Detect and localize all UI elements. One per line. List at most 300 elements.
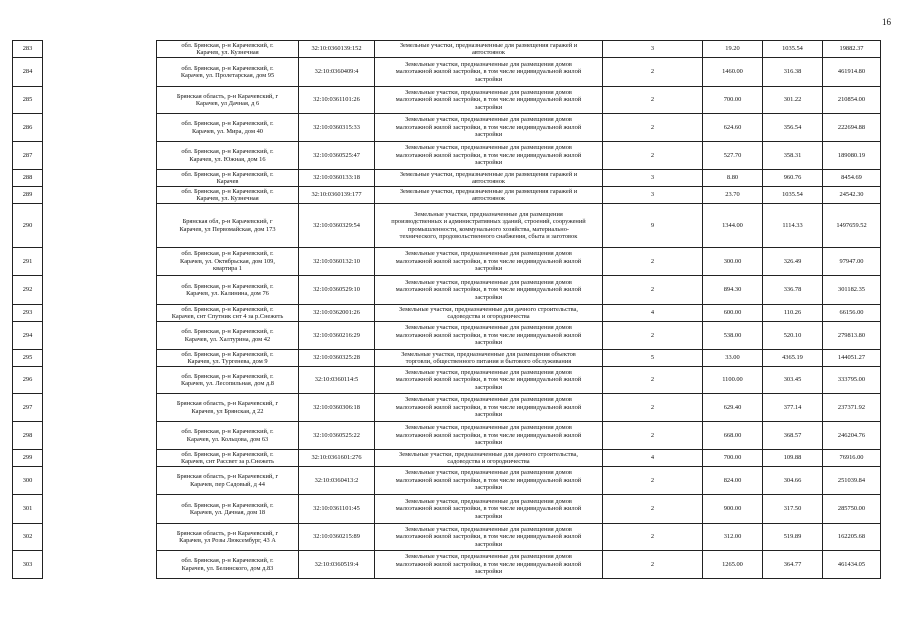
cadastral-value-cell: 246204.76 [823, 422, 881, 450]
table-row [13, 322, 881, 350]
land-use-line: застройки [474, 75, 503, 83]
spacer-cell [43, 467, 157, 495]
land-use-line: промышленности, коммунального хозяйства, материально- [407, 225, 570, 233]
area-cell: 1100.00 [703, 367, 763, 394]
page-number: 16 [882, 17, 891, 27]
address-cell [157, 551, 299, 579]
row-number-cell: 283 [13, 41, 43, 58]
land-use-line: садоводства и огородничества [447, 458, 530, 465]
specific-value-cell: 301.22 [763, 87, 823, 114]
cadastral-number-cell: 32:10:0360216:29 [299, 322, 375, 350]
table-row [13, 422, 881, 450]
row-number-cell: 289 [13, 187, 43, 204]
land-use-line: Земельные участки, предназначенные для размещения домов [405, 60, 572, 68]
specific-value-cell: 1035.54 [763, 187, 823, 204]
use-group-cell: 3 [603, 170, 703, 187]
land-use-line: застройки [474, 339, 503, 347]
spacer-cell [43, 114, 157, 142]
land-use-line: Земельные участки, предназначенные для размещения объектов [401, 350, 576, 358]
address-line: Брянская область, р-н Карачевский, г [176, 473, 279, 481]
land-use-line: застройки [474, 159, 503, 167]
address-line: Карачев, ул. Калинина, дом 76 [186, 290, 269, 297]
specific-value-cell: 358.31 [763, 142, 823, 170]
area-cell: 668.00 [703, 422, 763, 450]
land-use-cell [375, 422, 603, 450]
area-cell: 8.80 [703, 170, 763, 187]
row-number-cell: 290 [13, 204, 43, 248]
address-line: обл. Брянская, р-н Карачевский, г. [181, 557, 274, 565]
address-line: обл. Брянская, р-н Карачевский, г. [181, 148, 274, 156]
address-line: Карачев, ул. Кузнечная [196, 195, 259, 202]
table-row [13, 524, 881, 551]
address-line: обл. Брянская, р-н Карачевский, г. [181, 428, 274, 436]
land-use-cell [375, 450, 603, 467]
cadastral-number-cell: 32:10:0360329:54 [299, 204, 375, 248]
cadastral-number-cell: 32:10:0360519:4 [299, 551, 375, 579]
land-use-cell [375, 467, 603, 495]
address-cell [157, 58, 299, 87]
row-number-cell: 303 [13, 551, 43, 579]
cadastral-number-cell: 32:10:0360529:10 [299, 276, 375, 305]
address-line: обл. Брянская, р-н Карачевский, г. [181, 170, 274, 178]
land-use-line: Земельные участки, предназначенные для размещения домов [405, 116, 572, 124]
area-cell: 824.00 [703, 467, 763, 495]
cadastral-number-cell: 32:10:0360325:28 [299, 350, 375, 367]
specific-value-cell: 110.26 [763, 305, 823, 322]
address-line: обл. Брянская, р-н Карачевский, г. [181, 450, 274, 458]
land-use-line: застройки [474, 512, 503, 520]
land-use-line: малоэтажной жилой застройки, в том числе индивидуальной жилой [395, 505, 582, 513]
land-use-line: производственных и административных зданий, строений, сооружений [391, 218, 586, 226]
cadastral-number-cell: 32:10:0361601:276 [299, 450, 375, 467]
address-line: обл. Брянская, р-н Карачевский, г. [181, 305, 274, 313]
land-use-line: Земельные участки, предназначенные для размещения домов [405, 368, 572, 376]
land-use-line: застройки [474, 484, 503, 492]
land-use-line: малоэтажной жилой застройки, в том числе индивидуальной жилой [395, 257, 582, 265]
land-use-line: малоэтажной жилой застройки, в том числе индивидуальной жилой [395, 96, 582, 104]
spacer-cell [43, 495, 157, 524]
address-cell [157, 187, 299, 204]
address-cell [157, 305, 299, 322]
cadastral-value-cell: 222694.88 [823, 114, 881, 142]
spacer-cell [43, 367, 157, 394]
area-cell: 1460.00 [703, 58, 763, 87]
land-use-line: садоводства и огородничества [447, 313, 530, 320]
spacer-cell [43, 170, 157, 187]
area-cell: 700.00 [703, 450, 763, 467]
table-row [13, 187, 881, 204]
area-cell: 629.40 [703, 394, 763, 422]
cadastral-value-cell: 461434.05 [823, 551, 881, 579]
address-line: Карачев, ул Брянская, д 22 [191, 407, 264, 415]
land-use-line: Земельные участки, предназначенные для размещения домов [405, 396, 572, 404]
row-number-cell: 285 [13, 87, 43, 114]
row-number-cell: 299 [13, 450, 43, 467]
row-number-cell: 293 [13, 305, 43, 322]
spacer-cell [43, 204, 157, 248]
area-cell: 1265.00 [703, 551, 763, 579]
specific-value-cell: 303.45 [763, 367, 823, 394]
land-use-line: технического, продовольственного снабжения, сбыта и заготовок [399, 232, 578, 240]
address-cell [157, 87, 299, 114]
address-line: обл. Брянская, р-н Карачевский, г. [181, 501, 274, 509]
land-use-line: малоэтажной жилой застройки, в том числе индивидуальной жилой [395, 403, 582, 411]
land-use-line: малоэтажной жилой застройки, в том числе индивидуальной жилой [395, 476, 582, 484]
use-group-cell: 3 [603, 187, 703, 204]
row-number-cell: 301 [13, 495, 43, 524]
land-use-cell [375, 248, 603, 276]
table-row [13, 142, 881, 170]
address-line: обл. Брянская, р-н Карачевский, г. [181, 120, 274, 128]
address-line: Брянская область, р-н Карачевский, г [176, 529, 279, 537]
cadastral-value-cell: 285750.00 [823, 495, 881, 524]
cadastral-number-cell: 32:10:0360306:18 [299, 394, 375, 422]
land-use-line: Земельные участки, предназначенные для размещения гаражей и [399, 170, 578, 178]
land-use-line: Земельные участки, предназначенные для размещения домов [405, 553, 572, 561]
row-number-cell: 284 [13, 58, 43, 87]
row-number-cell: 294 [13, 322, 43, 350]
address-cell [157, 41, 299, 58]
land-use-cell [375, 204, 603, 248]
land-use-line: Земельные участки, предназначенные для размещения [414, 210, 563, 218]
land-use-line: Земельные участки, предназначенные для размещения домов [405, 278, 572, 286]
area-cell: 700.00 [703, 87, 763, 114]
land-use-line: Земельные участки, предназначенные для размещения домов [405, 424, 572, 432]
specific-value-cell: 4365.19 [763, 350, 823, 367]
land-use-line: автостоянок [471, 178, 506, 185]
address-line: Карачев, ул. Кольцова, дом 63 [186, 435, 269, 443]
use-group-cell: 9 [603, 204, 703, 248]
specific-value-cell: 1114.33 [763, 204, 823, 248]
specific-value-cell: 377.14 [763, 394, 823, 422]
spacer-cell [43, 422, 157, 450]
land-use-line: торговли, общественного питания и бытового обслуживания [405, 358, 572, 365]
cadastral-value-cell: 76916.00 [823, 450, 881, 467]
cadastral-value-cell: 210854.00 [823, 87, 881, 114]
spacer-cell [43, 322, 157, 350]
specific-value-cell: 519.89 [763, 524, 823, 551]
row-number-cell: 300 [13, 467, 43, 495]
spacer-cell [43, 41, 157, 58]
area-cell: 894.30 [703, 276, 763, 305]
cadastral-value-cell: 162205.68 [823, 524, 881, 551]
use-group-cell: 2 [603, 367, 703, 394]
specific-value-cell: 960.76 [763, 170, 823, 187]
land-use-line: застройки [474, 568, 503, 576]
table-row [13, 350, 881, 367]
cadastral-value-cell: 1497659.52 [823, 204, 881, 248]
land-use-line: застройки [474, 540, 503, 548]
address-line: Карачев, ул. Южная, дом 16 [189, 155, 266, 163]
cadastral-value-cell: 251039.84 [823, 467, 881, 495]
address-line: обл. Брянская, р-н Карачевский, г. [181, 372, 274, 380]
cadastral-value-cell: 279813.80 [823, 322, 881, 350]
row-number-cell: 295 [13, 350, 43, 367]
use-group-cell: 2 [603, 422, 703, 450]
table-row [13, 450, 881, 467]
use-group-cell: 5 [603, 350, 703, 367]
address-cell [157, 524, 299, 551]
cadastral-number-cell: 32:10:0361101:26 [299, 87, 375, 114]
land-use-line: малоэтажной жилой застройки, в том числе индивидуальной жилой [395, 376, 582, 384]
address-cell [157, 142, 299, 170]
address-cell [157, 367, 299, 394]
land-use-line: застройки [474, 411, 503, 419]
use-group-cell: 4 [603, 305, 703, 322]
land-use-line: малоэтажной жилой застройки, в том числе индивидуальной жилой [395, 123, 582, 131]
use-group-cell: 2 [603, 248, 703, 276]
cadastral-value-cell: 144051.27 [823, 350, 881, 367]
specific-value-cell: 304.66 [763, 467, 823, 495]
row-number-cell: 288 [13, 170, 43, 187]
specific-value-cell: 326.49 [763, 248, 823, 276]
land-use-cell [375, 367, 603, 394]
specific-value-cell: 336.78 [763, 276, 823, 305]
use-group-cell: 2 [603, 142, 703, 170]
area-cell: 538.00 [703, 322, 763, 350]
use-group-cell: 3 [603, 41, 703, 58]
address-cell [157, 204, 299, 248]
address-cell [157, 350, 299, 367]
address-line: Карачев, ул. Тургенева, дом 9 [187, 358, 268, 365]
land-use-line: застройки [474, 131, 503, 139]
table-body [13, 41, 881, 579]
cadastral-number-cell: 32:10:0362001:26 [299, 305, 375, 322]
table-row [13, 41, 881, 58]
cadastral-value-cell: 189080.19 [823, 142, 881, 170]
use-group-cell: 2 [603, 322, 703, 350]
spacer-cell [43, 350, 157, 367]
address-line: Карачев, ул. Кузнечная [196, 49, 259, 56]
land-use-line: автостоянок [471, 49, 506, 56]
cadastral-value-cell: 237371.92 [823, 394, 881, 422]
land-use-cell [375, 170, 603, 187]
land-use-line: застройки [474, 293, 503, 301]
land-use-line: малоэтажной жилой застройки, в том числе индивидуальной жилой [395, 560, 582, 568]
land-use-line: Земельные участки, предназначенные для размещения гаражей и [399, 41, 578, 49]
table-row [13, 204, 881, 248]
land-use-cell [375, 187, 603, 204]
land-use-cell [375, 41, 603, 58]
area-cell: 19.20 [703, 41, 763, 58]
land-use-line: Земельные участки, предназначенные для размещения домов [405, 497, 572, 505]
spacer-cell [43, 394, 157, 422]
address-line: Брянская область, р-н Карачевский, г [176, 400, 279, 408]
land-use-line: Земельные участки, предназначенные для размещения домов [405, 250, 572, 258]
land-use-cell [375, 551, 603, 579]
spacer-cell [43, 248, 157, 276]
cadastral-number-cell: 32:10:0360413:2 [299, 467, 375, 495]
table-row [13, 276, 881, 305]
cadastral-number-cell: 32:10:0361101:45 [299, 495, 375, 524]
address-cell [157, 170, 299, 187]
spacer-cell [43, 142, 157, 170]
land-use-line: Земельные участки, предназначенные для размещения домов [405, 88, 572, 96]
specific-value-cell: 368.57 [763, 422, 823, 450]
area-cell: 312.00 [703, 524, 763, 551]
cadastral-number-cell: 32:10:0360139:177 [299, 187, 375, 204]
land-use-line: застройки [474, 383, 503, 391]
row-number-cell: 286 [13, 114, 43, 142]
address-cell [157, 276, 299, 305]
cadastral-number-cell: 32:10:0360525:22 [299, 422, 375, 450]
table-row [13, 367, 881, 394]
table-row [13, 551, 881, 579]
address-line: Карачев, пер Садовый, д 44 [190, 480, 265, 488]
area-cell: 1344.00 [703, 204, 763, 248]
land-use-line: застройки [474, 103, 503, 111]
specific-value-cell: 109.88 [763, 450, 823, 467]
table-row [13, 114, 881, 142]
area-cell: 33.00 [703, 350, 763, 367]
land-use-cell [375, 305, 603, 322]
area-cell: 624.60 [703, 114, 763, 142]
cadastral-number-cell: 32:10:0360133:18 [299, 170, 375, 187]
land-use-line: малоэтажной жилой застройки, в том числе индивидуальной жилой [395, 286, 582, 294]
cadastral-number-cell: 32:10:0360215:89 [299, 524, 375, 551]
cadastral-number-cell: 32:10:0360139:152 [299, 41, 375, 58]
spacer-cell [43, 58, 157, 87]
use-group-cell: 2 [603, 524, 703, 551]
land-use-line: малоэтажной жилой застройки, в том числе индивидуальной жилой [395, 151, 582, 159]
cadastral-number-cell: 32:10:0360132:10 [299, 248, 375, 276]
address-line: обл. Брянская, р-н Карачевский, г. [181, 187, 274, 195]
land-use-cell [375, 394, 603, 422]
table-row [13, 305, 881, 322]
land-use-line: Земельные участки, предназначенные для размещения гаражей и [399, 187, 578, 195]
address-line: Брянская область, р-н Карачевский, г [176, 92, 279, 100]
address-line: Карачев, ул. Халтурина, дом 42 [184, 335, 271, 343]
land-use-line: Земельные участки, предназначенные для размещения домов [405, 144, 572, 152]
area-cell: 600.00 [703, 305, 763, 322]
address-line: Карачев, ул. Октябрьская, дом 109, [180, 257, 275, 265]
row-number-cell: 287 [13, 142, 43, 170]
use-group-cell: 2 [603, 58, 703, 87]
spacer-cell [43, 450, 157, 467]
use-group-cell: 2 [603, 467, 703, 495]
land-use-line: Земельные участки, предназначенные для размещения домов [405, 469, 572, 477]
address-cell [157, 114, 299, 142]
spacer-cell [43, 305, 157, 322]
area-cell: 300.00 [703, 248, 763, 276]
row-number-cell: 297 [13, 394, 43, 422]
area-cell: 527.70 [703, 142, 763, 170]
use-group-cell: 2 [603, 87, 703, 114]
table-row [13, 248, 881, 276]
cadastral-value-cell: 8454.69 [823, 170, 881, 187]
table-row [13, 58, 881, 87]
use-group-cell: 2 [603, 114, 703, 142]
land-use-cell [375, 142, 603, 170]
address-line: Карачев, ул. Дачная, дом 18 [189, 509, 266, 516]
area-cell: 23.70 [703, 187, 763, 204]
cadastral-value-cell: 97947.00 [823, 248, 881, 276]
specific-value-cell: 317.50 [763, 495, 823, 524]
cadastral-value-cell: 19882.37 [823, 41, 881, 58]
address-cell [157, 248, 299, 276]
cadastral-value-cell: 461914.80 [823, 58, 881, 87]
address-cell [157, 450, 299, 467]
cadastral-value-cell: 24542.30 [823, 187, 881, 204]
cadastral-value-cell: 66156.00 [823, 305, 881, 322]
land-use-line: малоэтажной жилой застройки, в том числе индивидуальной жилой [395, 68, 582, 76]
land-use-cell [375, 322, 603, 350]
area-cell: 900.00 [703, 495, 763, 524]
spacer-cell [43, 187, 157, 204]
cadastral-number-cell: 32:10:0360525:47 [299, 142, 375, 170]
land-use-cell [375, 350, 603, 367]
use-group-cell: 2 [603, 495, 703, 524]
specific-value-cell: 364.77 [763, 551, 823, 579]
address-line: Карачев, снт Спутник снт 4 за р.Снежеть [171, 313, 284, 320]
spacer-cell [43, 551, 157, 579]
address-line: Карачев, ул. Мира, дом 40 [191, 127, 264, 135]
row-number-cell: 302 [13, 524, 43, 551]
cadastral-value-cell: 333795.00 [823, 367, 881, 394]
address-line: квартира 1 [212, 265, 243, 273]
land-use-cell [375, 276, 603, 305]
land-use-cell [375, 58, 603, 87]
address-cell [157, 467, 299, 495]
land-use-line: малоэтажной жилой застройки, в том числе индивидуальной жилой [395, 431, 582, 439]
land-use-line: малоэтажной жилой застройки, в том числе индивидуальной жилой [395, 533, 582, 541]
cadastral-value-cell: 301182.35 [823, 276, 881, 305]
row-number-cell: 298 [13, 422, 43, 450]
land-use-line: застройки [474, 439, 503, 447]
address-line: обл. Брянская, р-н Карачевский, г. [181, 41, 274, 49]
land-use-cell [375, 87, 603, 114]
land-plots-table [12, 40, 881, 579]
cadastral-number-cell: 32:10:0360409:4 [299, 58, 375, 87]
address-line: обл. Брянская, р-н Карачевский, г. [181, 250, 274, 258]
address-line: Карачев, ул Дачная, д 6 [195, 100, 260, 107]
specific-value-cell: 520.10 [763, 322, 823, 350]
land-use-cell [375, 524, 603, 551]
address-cell [157, 322, 299, 350]
table-row [13, 495, 881, 524]
spacer-cell [43, 276, 157, 305]
land-use-line: Земельные участки, предназначенные для размещения домов [405, 324, 572, 332]
address-cell [157, 394, 299, 422]
row-number-cell: 292 [13, 276, 43, 305]
specific-value-cell: 316.38 [763, 58, 823, 87]
row-number-cell: 291 [13, 248, 43, 276]
land-use-line: Земельные участки, предназначенные для размещения домов [405, 525, 572, 533]
land-use-line: Земельные участки, предназначенные для дачного строительства, [399, 450, 578, 458]
address-line: Карачев, снт Рассвет за р.Снежеть [180, 458, 275, 465]
address-line: обл. Брянская, р-н Карачевский, г. [181, 328, 274, 336]
use-group-cell: 2 [603, 394, 703, 422]
cadastral-number-cell: 32:10:0360315:33 [299, 114, 375, 142]
address-cell [157, 495, 299, 524]
address-line: Карачев, ул. Белинского, дом д.83 [181, 564, 274, 572]
land-use-line: автостоянок [471, 195, 506, 202]
land-use-line: Земельные участки, предназначенные для дачного строительства, [399, 305, 578, 313]
cadastral-number-cell: 32:10:0360114:5 [299, 367, 375, 394]
specific-value-cell: 1035.54 [763, 41, 823, 58]
table-row [13, 467, 881, 495]
row-number-cell: 296 [13, 367, 43, 394]
land-use-cell [375, 114, 603, 142]
address-line: обл. Брянская, р-н Карачевский, г. [181, 282, 274, 290]
address-line: Карачев, ул Розы Люксембург, 43 А [179, 537, 276, 544]
specific-value-cell: 356.54 [763, 114, 823, 142]
address-line: Карачев, ул Первомайская, дом 173 [179, 225, 276, 233]
spacer-cell [43, 87, 157, 114]
address-line: обл. Брянская, р-н Карачевский, г. [181, 350, 274, 358]
address-line: Карачев, ул. Пролетарская, дом 95 [180, 72, 275, 79]
use-group-cell: 2 [603, 276, 703, 305]
